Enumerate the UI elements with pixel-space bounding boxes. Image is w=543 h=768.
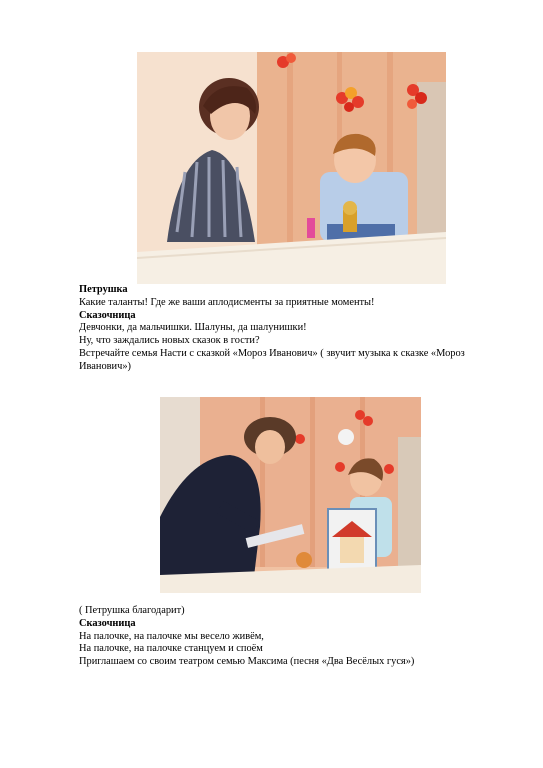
photo-teacher-and-boy-image (137, 52, 446, 284)
dialogue-line: На палочке, на палочке станцуем и споём (79, 643, 263, 655)
photo-teacher-and-girl (160, 397, 421, 593)
photo-teacher-and-boy (137, 52, 446, 284)
dialogue-line: Ну, что заждались новых сказок в гости? (79, 335, 260, 347)
stage-direction: ( Петрушка благодарит) (79, 605, 185, 616)
dialogue-block-2 (79, 605, 519, 669)
dialogue-line: Какие таланты! Где же ваши аплодисменты за приятные моменты! (79, 296, 375, 308)
speaker-petrushka: Петрушка (79, 284, 128, 295)
dialogue-line: Приглашаем со своим театром семью Максима (песня «Два Весёлых гуся») (79, 656, 415, 668)
photo-teacher-and-girl-image (160, 397, 421, 593)
speaker-skazochnitsa: Сказочница (79, 617, 136, 629)
dialogue-line: На палочке, на палочке мы весело живём, (79, 630, 264, 642)
dialogue-block-1 (79, 284, 519, 374)
dialogue-line: Встречайте семья Насти с сказкой «Мороз Иванович» ( звучит музыка к сказке «Мороз Иванович») (79, 347, 465, 372)
dialogue-line: Девчонки, да мальчишки. Шалуны, да шалунишки! (79, 322, 307, 334)
speaker-skazochnitsa: Сказочница (79, 309, 136, 321)
